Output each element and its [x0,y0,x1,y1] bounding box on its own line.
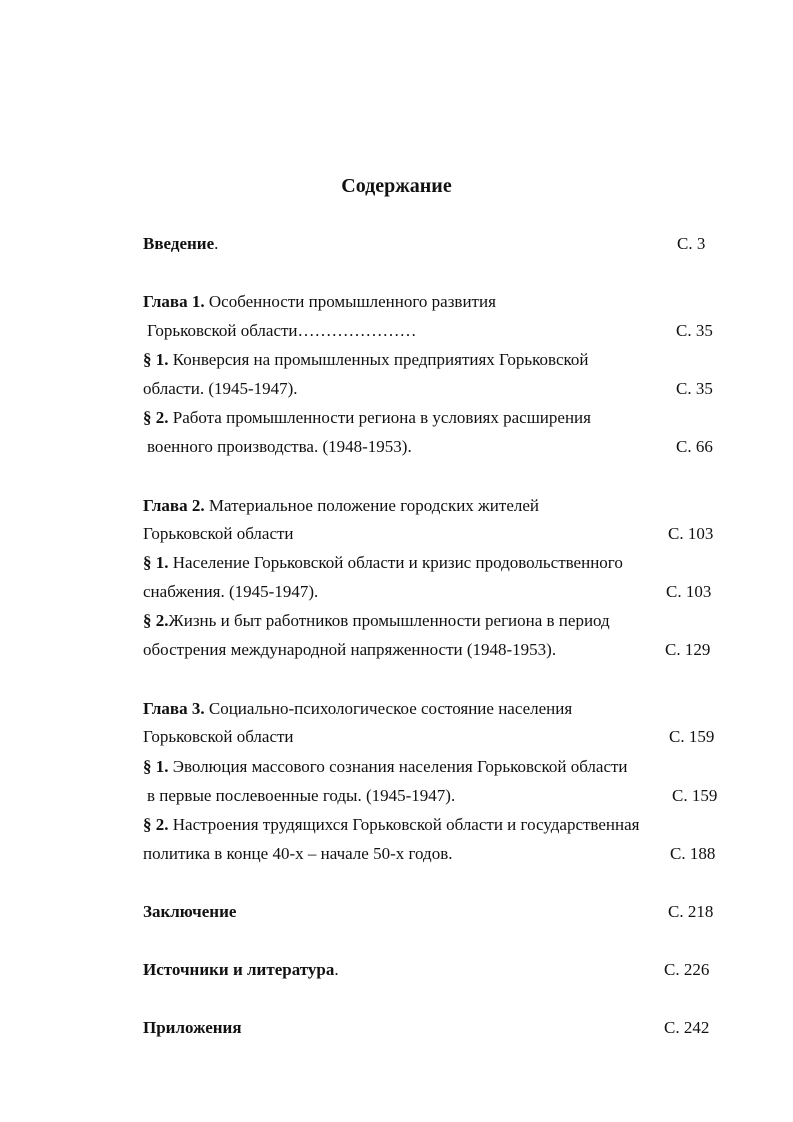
chapter3-section2-text: Настроения трудящихся Горьковской области и государственная [168,815,640,834]
chapter3-page-number: С. 159 [669,727,715,746]
chapter2-heading-number: Глава 2. [143,496,205,515]
chapter1-section1-page-number: С. 35 [676,379,713,398]
appendix-page-number: С. 242 [664,1018,710,1037]
sources-label: Источники и литература [143,960,335,979]
chapter3-section1-page-number: С. 159 [672,786,718,805]
chapter2-heading [143,493,539,519]
chapter1-page-number: С. 35 [676,321,713,340]
conclusion-label: Заключение [143,902,237,921]
chapter3-section1-line2: в первые послевоенные годы. (1945-1947). [147,786,456,805]
chapter1-section2-number: § 2. [143,408,169,427]
chapter3-section2-line2: политика в конце 40-х – начале 50-х годов. [143,844,453,863]
chapter2-page-number: С. 103 [668,524,714,543]
chapter1-heading-line2: Горьковской области………………… [147,321,417,340]
chapter2-section1-line1 [143,550,623,576]
toc-entry-intro [143,231,218,257]
chapter3-heading-number: Глава 3. [143,699,205,718]
chapter2-section1-number: § 1. [143,553,169,572]
chapter3-section2-number: § 2. [143,815,169,834]
chapter2-heading-line2: Горьковской области [143,524,294,543]
chapter1-heading [143,289,496,315]
chapter1-section1-line2: области. (1945-1947). [143,379,298,398]
chapter2-section2-line2: обострения международной напряженности (1948-1953). [143,640,557,659]
chapter3-section1-line1 [143,754,628,780]
appendix-label: Приложения [143,1018,242,1037]
chapter3-section1-text: Эволюция массового сознания населения Горьковской области [168,757,628,776]
chapter3-section2-line1 [143,812,639,838]
chapter2-heading-text: Материальное положение городских жителей [204,496,539,515]
chapter2-section1-text: Население Горьковской области и кризис продовольственного [168,553,623,572]
chapter3-heading-text: Социально-психологическое состояние населения [204,699,573,718]
sources-page-number: С. 226 [664,960,710,979]
toc-entry-sources [143,957,339,983]
chapter2-section2-text: Жизнь и быт работников промышленности региона в период [168,611,610,630]
page-title: Содержание [341,175,452,197]
chapter1-heading-text: Особенности промышленного развития [204,292,496,311]
chapter1-section1-line1 [143,347,589,373]
chapter3-section2-page-number: С. 188 [670,844,716,863]
chapter2-section1-page-number: С. 103 [666,582,712,601]
chapter2-section2-number: § 2. [143,611,169,630]
chapter3-section1-number: § 1. [143,757,169,776]
chapter2-section2-page-number: С. 129 [665,640,711,659]
intro-page-number: С. 3 [677,234,706,253]
toc-entry-appendix [143,1015,242,1041]
sources-suffix: . [334,960,339,979]
chapter1-section2-text: Работа промышленности региона в условиях расширения [168,408,591,427]
conclusion-page-number: С. 218 [668,902,714,921]
chapter3-heading [143,696,572,722]
intro-label: Введение [143,234,215,253]
chapter2-section2-line1 [143,608,610,634]
chapter1-section1-number: § 1. [143,350,169,369]
chapter1-heading-number: Глава 1. [143,292,205,311]
chapter1-section2-page-number: С. 66 [676,437,713,456]
chapter1-section1-text: Конверсия на промышленных предприятиях Горьковской [168,350,589,369]
chapter1-section2-line2: военного производства. (1948-1953). [147,437,412,456]
chapter2-section1-line2: снабжения. (1945-1947). [143,582,319,601]
chapter3-heading-line2: Горьковской области [143,727,294,746]
toc-entry-conclusion [143,899,236,925]
chapter1-section2-line1 [143,405,591,431]
intro-suffix: . [214,234,219,253]
